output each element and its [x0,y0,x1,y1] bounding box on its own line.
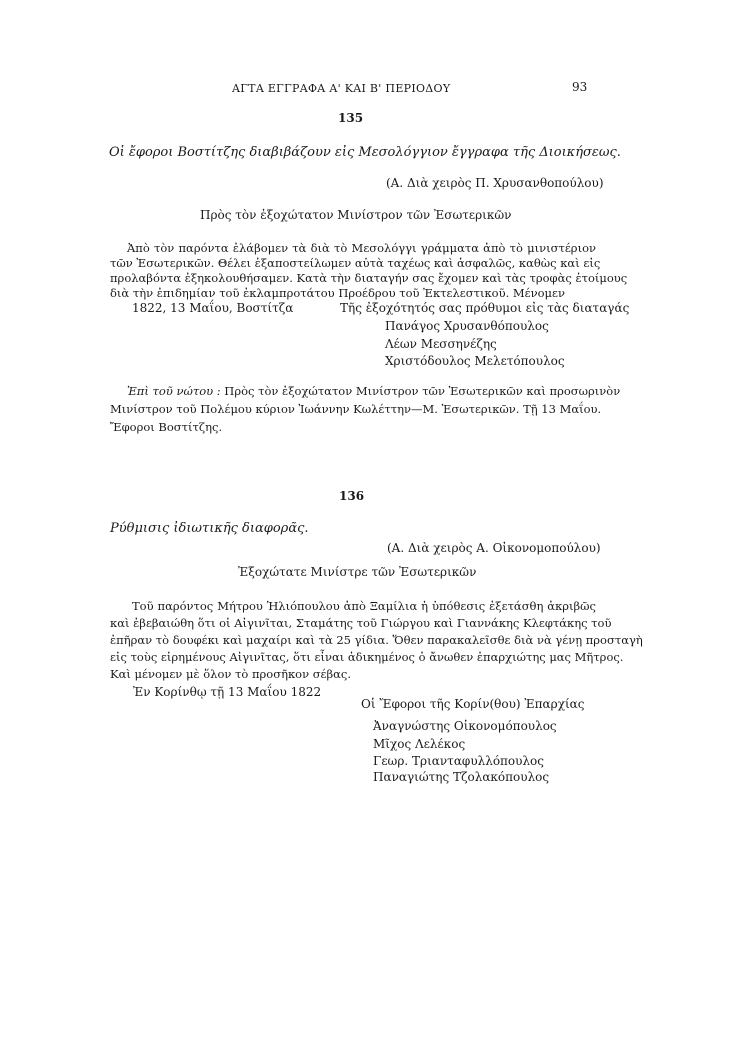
verso-line [110,382,621,400]
body-line: Ἀπὸ τὸν παρόντα ἐλάβομεν τὰ διὰ τὸ Μεσολόγγι γράμματα ἀπὸ τὸ μινιστέριον [127,241,596,255]
body-line: διὰ τὴν ἐπιδημίαν τοῦ ἐκλαμπροτάτου Προέδρου τοῦ Ἐκτελεστικοῦ. Μένομεν [110,286,565,300]
verso-label: Ἐπὶ τοῦ νώτου : [127,384,221,398]
verso-line: Ἔφοροι Βοστίτζης. [110,420,223,434]
address-line-135: Πρὸς τὸν ἐξοχώτατον Μινίστρον τῶν Ἐσωτερικῶν [200,208,512,222]
verso-text: Πρὸς τὸν ἐξοχώτατον Μινίστρον τῶν Ἐσωτερικῶν καὶ προσωρινὸν [224,384,621,398]
signatory-135-2: Λέων Μεσσηνέζης [385,337,497,351]
body-line: Καὶ μένομεν μὲ ὅλον τὸ προσῆκον σέβας. [110,667,352,681]
signatory-136-3: Γεωρ. Τριανταφυλλόπουλος [373,754,545,768]
page-number: 93 [572,80,588,94]
body-line: Τοῦ παρόντος Μήτρου Ἠλιόπουλου ἀπὸ Ξαμίλια ἡ ὑπόθεσις ἐξετάσθη ἀκριβῶς [132,599,596,613]
document-summary-136: Ρύθμισις ἰδιωτικῆς διαφορᾶς. [110,521,309,536]
body-line: τῶν Ἐσωτερικῶν. Θέλει ἐξαποστείλωμεν αὐτὰ ταχέως καὶ ἀσφαλῶς, καθὼς καὶ εἰς [110,256,601,270]
date-place-135: 1822, 13 Μαΐου, Βοστίτζα [132,301,294,315]
signatory-136-2: Μῖχος Λελέκος [373,737,466,751]
closing-formula-136: Οἱ Ἔφοροι τῆς Κορίν(θου) Ἐπαρχίας [361,697,585,711]
hand-note-136: (Α. Διὰ χειρὸς Α. Οἰκονομοπούλου) [387,541,601,555]
document-number-136: 136 [339,489,365,503]
body-line: καὶ ἐβεβαιώθη ὅτι οἱ Αἰγινῖται, Σταμάτης τοῦ Γιώργου καὶ Γιαννάκης Κλεφτάκης τοῦ [110,616,612,630]
document-summary-135: Οἱ ἔφοροι Βοστίτζης διαβιβάζουν εἰς Μεσολόγγιον ἔγγραφα τῆς Διοικήσεως. [109,145,621,160]
address-line-136: Ἐξοχώτατε Μινίστρε τῶν Ἐσωτερικῶν [238,565,477,579]
signatory-135-3: Χριστόδουλος Μελετόπουλος [385,354,565,368]
document-number-135: 135 [338,111,364,125]
hand-note-135: (Α. Διὰ χειρὸς Π. Χρυσανθοπούλου) [386,176,604,190]
body-line: προλαβόντα ἐξηκολουθήσαμεν. Κατὰ τὴν διαταγήν σας ἔχομεν καὶ τὰς τροφὰς ἑτοίμους [110,271,628,285]
date-place-136: Ἐν Κορίνθῳ τῇ 13 Μαΐου 1822 [133,685,322,699]
verso-line: Μινίστρον τοῦ Πολέμου κύριον Ἰωάννην Κωλέττην—Μ. Ἐσωτερικῶν. Τῇ 13 Μαΐου. [110,402,602,416]
body-paragraph-136 [110,598,643,683]
body-line: εἰς τοὺς εἰρημένους Αἰγινῖτας, ὅτι εἶναι ἀδικημένος ὁ ἄνωθεν ἐπαρχιώτης μας Μῆτρος. [110,650,624,664]
signatory-135-1: Πανάγος Χρυσανθόπουλος [385,319,549,333]
closing-formula-135: Τῆς ἐξοχότητός σας πρόθυμοι εἰς τὰς διαταγάς [340,301,630,315]
signatory-136-1: Ἀναγνώστης Οἰκονομόπουλος [373,719,557,733]
body-paragraph-135 [110,241,628,301]
body-line: ἐπῆραν τὸ δουφέκι καὶ μαχαίρι καὶ τὰ 25 γίδια. Ὅθεν παρακαλεῖσθε διὰ νὰ γένῃ προσταγὴ [110,633,643,647]
running-title: ΑΓΤΑ ΕΓΓΡΑΦΑ Α' ΚΑΙ Β' ΠΕΡΙΟΔΟΥ [232,82,451,95]
verso-note-135 [110,382,621,436]
signatory-136-4: Παναγιώτης Τζολακόπουλος [373,770,550,784]
